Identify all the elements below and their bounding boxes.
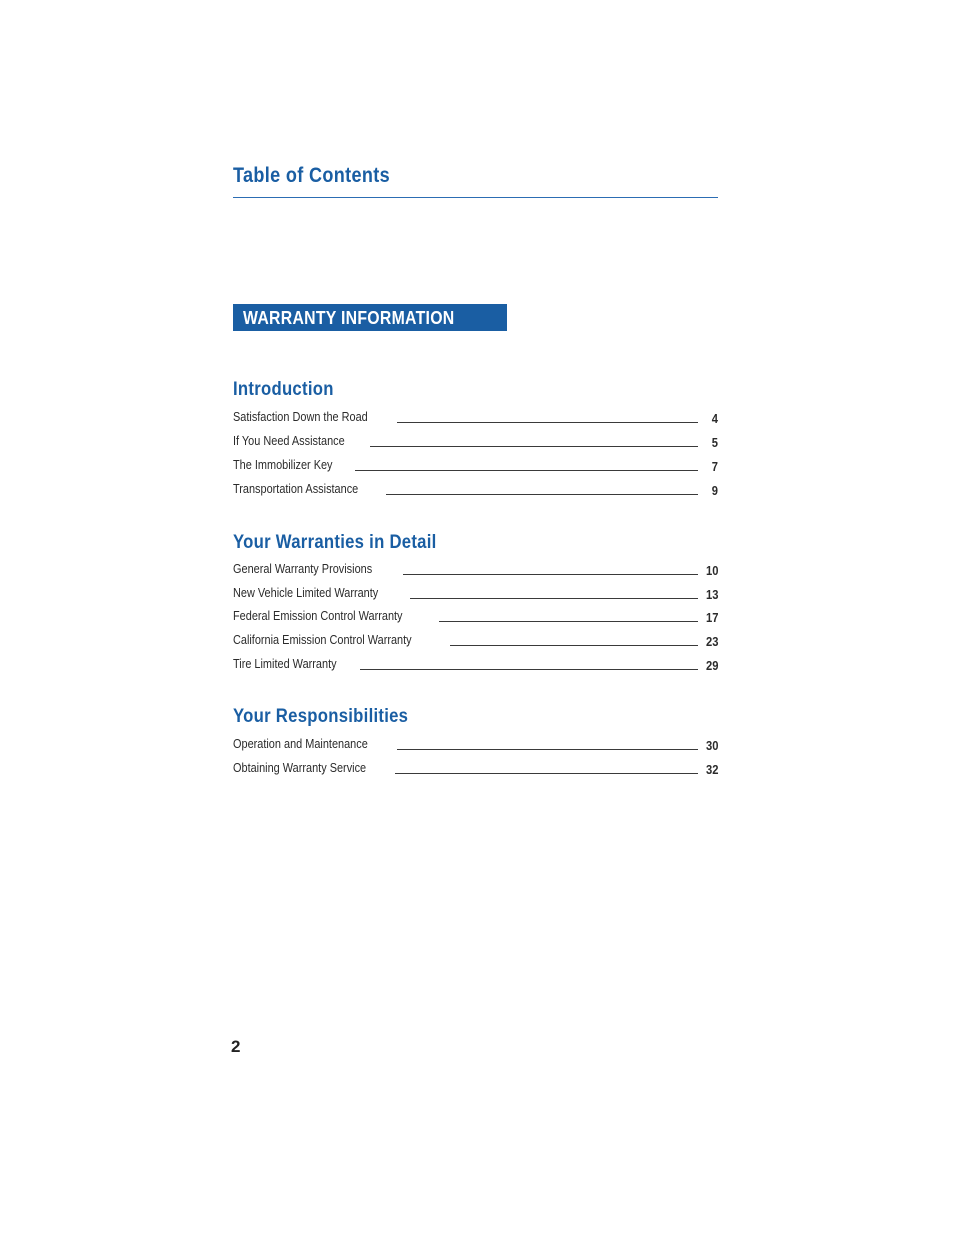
toc-entry-label: Federal Emission Control Warranty — [233, 608, 403, 623]
page-title: Table of Contents — [233, 164, 391, 187]
leader-line — [410, 598, 698, 599]
toc-entry-label: Operation and Maintenance — [233, 736, 368, 751]
leader-line — [439, 621, 698, 622]
toc-entry[interactable] — [233, 655, 718, 673]
toc-entry[interactable] — [233, 432, 718, 450]
toc-entry-page: 5 — [711, 435, 718, 450]
toc-entry[interactable] — [233, 735, 718, 753]
toc-entry-label: General Warranty Provisions — [233, 561, 373, 576]
page-number: 2 — [231, 1037, 241, 1056]
leader-line — [360, 669, 697, 670]
toc-entry-label: California Emission Control Warranty — [233, 632, 412, 647]
leader-line — [397, 749, 697, 750]
toc-entry-label: If You Need Assistance — [233, 433, 345, 448]
leader-line — [450, 645, 698, 646]
toc-entry[interactable] — [233, 631, 718, 649]
toc-entry[interactable] — [233, 607, 718, 625]
toc-entry-page: 9 — [711, 483, 718, 498]
toc-entry-label: Obtaining Warranty Service — [233, 760, 367, 775]
leader-line — [397, 422, 698, 423]
title-divider — [233, 197, 718, 198]
toc-entry-page: 17 — [705, 610, 718, 625]
toc-entry[interactable] — [233, 408, 718, 426]
toc-entry-label: Tire Limited Warranty — [233, 656, 337, 671]
section-heading-responsibilities: Your Responsibilities — [233, 706, 409, 727]
toc-entry-page: 13 — [705, 587, 718, 602]
toc-entry-page: 7 — [711, 459, 718, 474]
section-heading-warranties-in-detail: Your Warranties in Detail — [233, 532, 437, 553]
toc-entry-page: 4 — [711, 411, 718, 426]
leader-line — [395, 773, 697, 774]
leader-line — [386, 494, 698, 495]
banner-label: WARRANTY INFORMATION — [243, 308, 455, 328]
toc-entry[interactable] — [233, 584, 718, 602]
toc-entry-label: New Vehicle Limited Warranty — [233, 585, 379, 600]
toc-entry[interactable] — [233, 480, 718, 498]
toc-entry-page: 32 — [705, 762, 718, 777]
toc-entry-label: Satisfaction Down the Road — [233, 409, 368, 424]
toc-entry-page: 30 — [705, 738, 718, 753]
toc-entry[interactable] — [233, 759, 718, 777]
section-heading-introduction: Introduction — [233, 379, 334, 400]
toc-entry-page: 29 — [705, 658, 718, 673]
toc-entry[interactable] — [233, 456, 718, 474]
toc-entry-label: The Immobilizer Key — [233, 457, 333, 472]
toc-entry[interactable] — [233, 560, 718, 578]
toc-entry-page: 10 — [705, 563, 718, 578]
leader-line — [370, 446, 698, 447]
leader-line — [355, 470, 698, 471]
warranty-information-banner — [233, 304, 507, 331]
leader-line — [403, 574, 698, 575]
toc-entry-label: Transportation Assistance — [233, 481, 359, 496]
toc-entry-page: 23 — [705, 634, 718, 649]
